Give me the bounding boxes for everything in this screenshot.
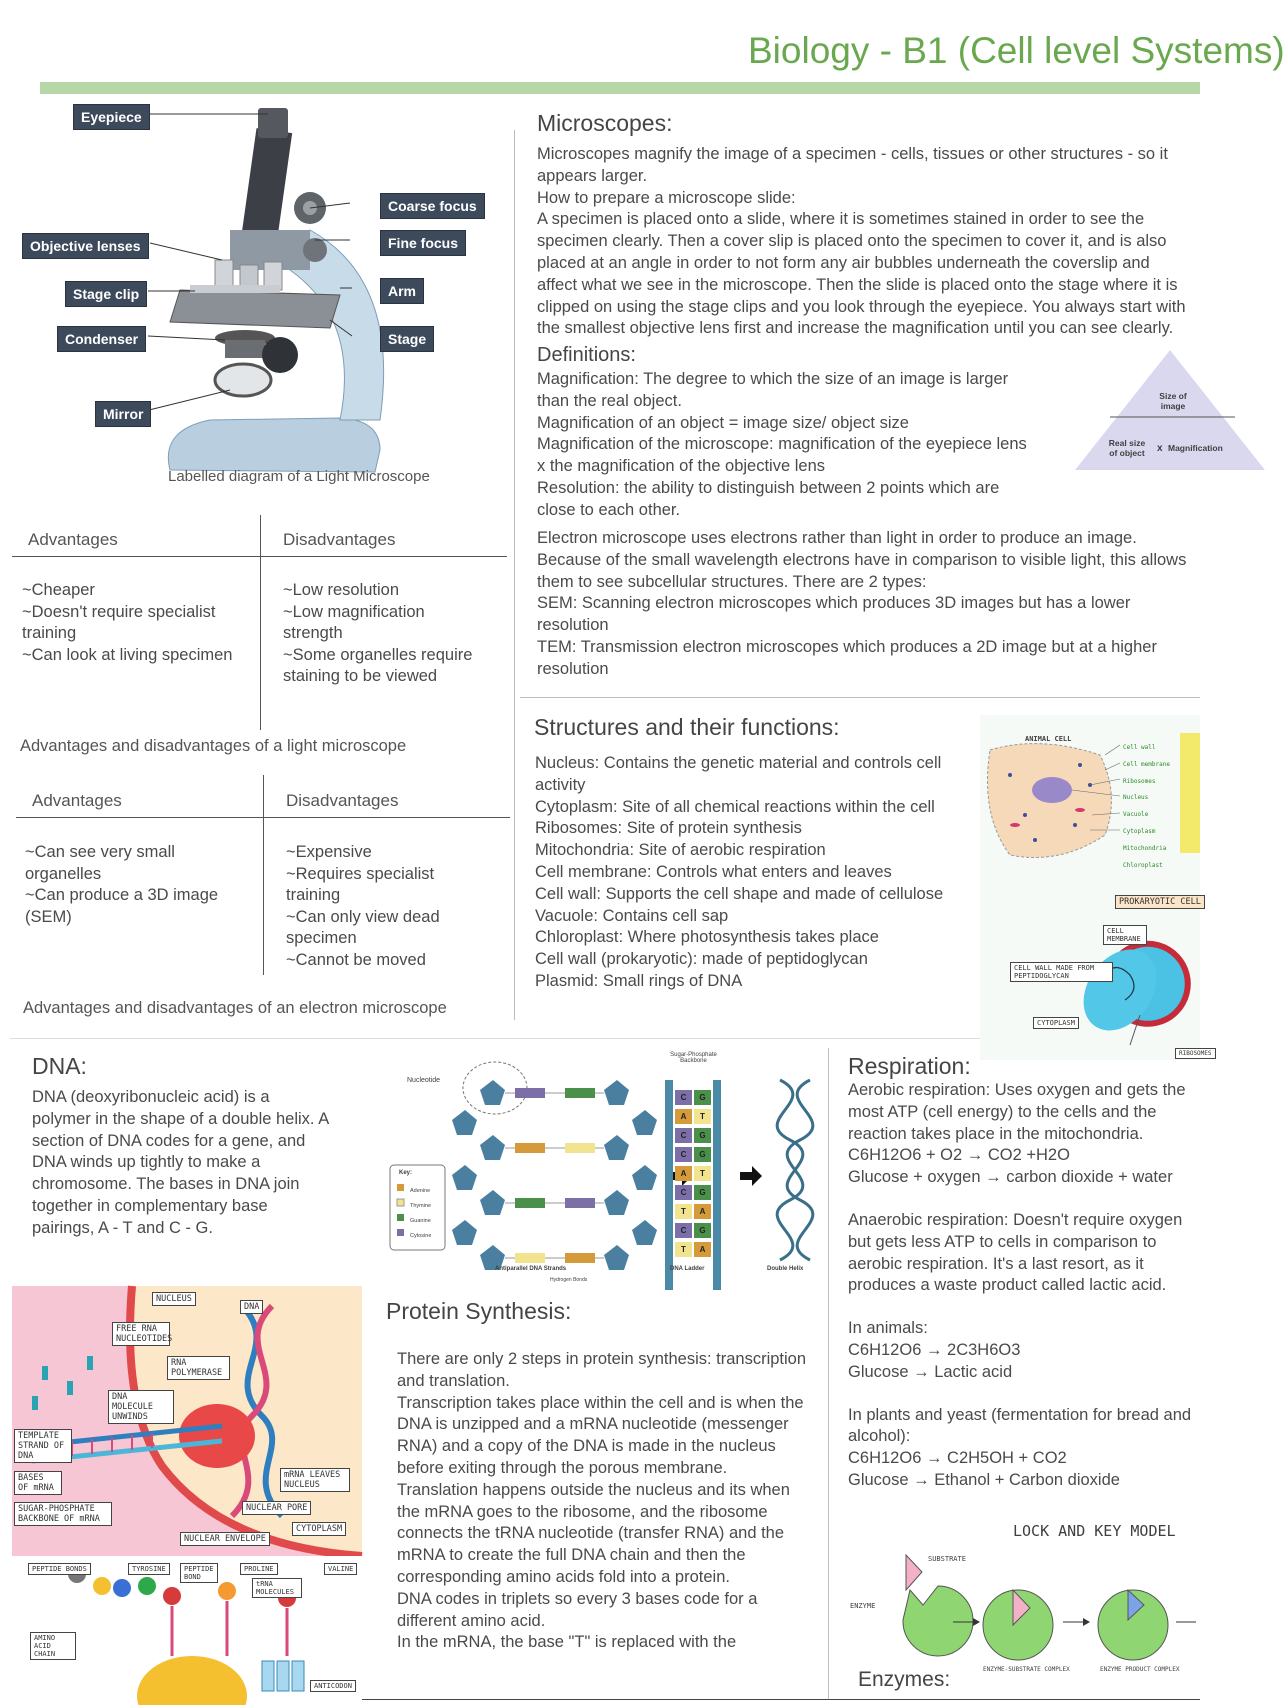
cell-wall-label: CELL WALL MADE FROM PEPTIDOGLYCAN — [1010, 962, 1113, 982]
table-header-advantages: Advantages — [28, 530, 118, 549]
caption-ladder: DNA Ladder — [670, 1266, 705, 1272]
complex-label: ENZYME-SUBSTRATE COMPLEX — [983, 1666, 1070, 1673]
list-item: ~Expensive — [286, 843, 372, 861]
paragraph: A specimen is placed onto a slide, where it is sometimes stained in order to see the specimen clearly. Then a cover slip is placed onto the specimen to cover it, and is also placed at an angle in order to not form any air bubbles underneath the coverslip and affect what we see in the microscope. Then the slide is placed onto the stage where it is clipped on using the stage clips and you look through the eyepiece. You always start with the smallest objective lens first and increase the magnification until you can see clearly. — [537, 210, 1186, 338]
column-divider-lower — [828, 1048, 829, 1700]
ps-label: SUGAR-PHOSPHATE BACKBONE OF mRNA — [14, 1502, 112, 1526]
protein-text — [397, 1349, 817, 1699]
respiration-text — [848, 1080, 1200, 1492]
table-caption: Advantages and disadvantages of a light microscope — [20, 737, 407, 755]
ps-label: TEMPLATE STRAND OF DNA — [14, 1429, 72, 1463]
cell-label: Ribosomes — [1123, 777, 1156, 785]
dna-base: G — [694, 1185, 711, 1200]
list-item: Plasmid: Small rings of DNA — [535, 971, 743, 990]
dna-base: T — [675, 1242, 692, 1257]
cell-label: Cell membrane — [1123, 760, 1170, 768]
dna-base: A — [675, 1166, 692, 1181]
list-item: ~Low magnification strength — [283, 602, 425, 642]
label-mirror: Mirror — [95, 401, 151, 427]
key-title: Key: — [399, 1170, 413, 1176]
cell-diagram — [980, 715, 1212, 1060]
paragraph: Anaerobic respiration: Doesn't require oxygen but gets less ATP to cells in comparison to aerobic respiration. It's a last resort, as it produces a waste product called lactic acid. — [848, 1210, 1183, 1295]
ps-label: PEPTIDE BOND — [180, 1563, 218, 1583]
ps-label: BASES OF mRNA — [14, 1471, 62, 1495]
lock-key-title: LOCK AND KEY MODEL — [1013, 1522, 1176, 1540]
label-stage-clip: Stage clip — [65, 281, 147, 307]
key-item: Guanine — [410, 1218, 431, 1224]
dna-base: A — [675, 1109, 692, 1124]
paragraph: TEM: Transmission electron microscopes which produces a 2D image but at a higher resolution — [537, 637, 1157, 678]
definitions-heading: Definitions: — [537, 344, 636, 366]
paragraph: SEM: Scanning electron microscopes which produces 3D images but has a lower resolution — [537, 594, 1131, 635]
table-header-advantages: Advantages — [32, 791, 122, 810]
column-divider — [514, 130, 515, 1020]
hydrogen-label: Hydrogen Bonds — [550, 1277, 588, 1283]
cell-title: ANIMAL CELL — [1025, 735, 1072, 743]
equation: C6H12O6 → 2C3H6O3 — [848, 1340, 1021, 1359]
triangle-bottom-right: Magnification — [1168, 443, 1223, 453]
ps-label: NUCLEUS — [152, 1292, 196, 1306]
key-item: Adenine — [410, 1188, 431, 1194]
caption-helix: Double Helix — [767, 1266, 804, 1272]
label-coarse-focus: Coarse focus — [380, 193, 485, 219]
ps-label: tRNA MOLECULES — [252, 1578, 302, 1598]
ps-label: AMINO ACID CHAIN — [30, 1632, 76, 1660]
cytoplasm-label: CYTOPLASM — [1033, 1017, 1079, 1029]
protein-synthesis-diagram — [12, 1286, 362, 1700]
label-arm: Arm — [380, 278, 424, 304]
divider-microscopes — [520, 697, 1200, 698]
dna-base: C — [675, 1147, 692, 1162]
cell-label: Nucleus — [1123, 794, 1149, 802]
list-item: ~Can only view dead specimen — [286, 907, 440, 947]
cell-label: Mitochondria — [1123, 844, 1167, 852]
list-item: Chloroplast: Where photosynthesis takes place — [535, 928, 879, 947]
cell-label: Chloroplast — [1123, 861, 1163, 869]
list-item: ~Can see very small organelles — [25, 843, 175, 883]
table-column-rule — [260, 515, 261, 730]
list-item: ~Low resolution — [283, 581, 400, 599]
ps-label: PROLINE — [240, 1563, 278, 1575]
spacer — [848, 1189, 1200, 1210]
microscope-caption: Labelled diagram of a Light Microscope — [168, 468, 430, 485]
ps-label: ANTICODON — [310, 1680, 356, 1692]
equation: Glucose → Lactic acid — [848, 1362, 1013, 1381]
key-item: Cytosine — [410, 1233, 432, 1239]
microscope-diagram — [10, 100, 510, 480]
dna-base: C — [675, 1223, 692, 1238]
triangle-bottom-left: Real size of object — [1108, 438, 1146, 458]
dna-base: T — [694, 1166, 711, 1181]
definitions-text — [537, 369, 1027, 522]
list-item: ~Some organelles require staining to be viewed — [283, 645, 473, 685]
paragraph: Transcription takes place within the cell and is when the DNA is unzipped and a mRNA nucleotide (messenger RNA) and a copy of the DNA is made in the nucleus before exiting through the porous membrane. — [397, 1393, 804, 1477]
equation: C6H12O6 → C2H5OH + CO2 — [848, 1449, 1067, 1468]
list-item: Cell wall: Supports the cell shape and made of cellulose — [535, 884, 944, 903]
label-condenser: Condenser — [57, 326, 146, 352]
label-objective-lenses: Objective lenses — [22, 233, 149, 259]
backbone-label: Sugar-Phosphate Backbone — [670, 1052, 717, 1064]
paragraph: Magnification of an object = image size/ object size — [537, 413, 909, 432]
protein-heading: Protein Synthesis: — [386, 1298, 572, 1324]
dna-base: G — [694, 1223, 711, 1238]
enzyme-label: ENZYME — [850, 1602, 876, 1610]
dna-text: DNA (deoxyribonucleic acid) is a polymer in the shape of a double helix. A section of DNA codes for a gene, and DNA winds up tightly to make a chromosome. The bases in DNA join together in complementary base pairings, A - T and C - G. — [32, 1088, 329, 1237]
ps-label: DNA MOLECULE UNWINDS — [108, 1390, 174, 1424]
table-cell-disadvantages — [283, 580, 483, 688]
ps-label: VALINE — [324, 1563, 357, 1575]
cell-membrane-label: CELL MEMBRANE — [1103, 925, 1147, 945]
paragraph: In plants and yeast (fermentation for bread and alcohol): — [848, 1405, 1192, 1446]
divider-middle — [10, 1038, 1030, 1039]
paragraph: In animals: — [848, 1319, 928, 1338]
paragraph: Aerobic respiration: Uses oxygen and gets the most ATP (cell energy) to the cells and the reaction takes place in the mitochondria. — [848, 1081, 1186, 1143]
list-item: ~Requires specialist training — [286, 864, 435, 904]
spacer — [848, 1384, 1200, 1405]
list-item: Cell membrane: Controls what enters and leaves — [535, 862, 892, 881]
cell-label: Cytoplasm — [1123, 827, 1156, 835]
label-fine-focus: Fine focus — [380, 230, 466, 256]
list-item: ~Can produce a 3D image (SEM) — [25, 886, 219, 926]
dna-ladder — [675, 1090, 713, 1290]
dna-key — [410, 1184, 431, 1244]
nucleotide-label: Nucleotide — [407, 1077, 441, 1084]
paragraph: Magnification: The degree to which the size of an image is larger than the real object. — [537, 370, 1009, 410]
paragraph: DNA codes in triplets so every 3 bases code for a different amino acid. — [397, 1589, 758, 1630]
table-caption: Advantages and disadvantages of an electron microscope — [23, 999, 447, 1017]
enzymes-heading: Enzymes: — [858, 1668, 951, 1691]
list-item: Mitochondria: Site of aerobic respiration — [535, 841, 826, 860]
ps-label: NUCLEAR ENVELOPE — [180, 1532, 270, 1546]
list-item: ~Cheaper — [22, 581, 95, 599]
dna-base: T — [675, 1204, 692, 1219]
equation: C6H12O6 + O2 → CO2 +H2O — [848, 1146, 1070, 1165]
list-item: Nucleus: Contains the genetic material and controls cell activity — [535, 754, 942, 794]
paragraph: How to prepare a microscope slide: — [537, 188, 796, 207]
table-header-disadvantages: Disadvantages — [286, 791, 399, 810]
dna-base: G — [694, 1147, 711, 1162]
ps-label: CYTOPLASM — [292, 1522, 346, 1536]
triangle-top: Size of image — [1159, 391, 1187, 411]
spacer — [848, 1297, 1200, 1318]
lock-key-diagram — [848, 1510, 1200, 1680]
equation: Glucose + oxygen → carbon dioxide + water — [848, 1168, 1173, 1187]
title-underline — [40, 82, 1200, 94]
dna-base: A — [694, 1204, 711, 1219]
table-column-rule — [263, 775, 264, 975]
list-item: ~Can look at living specimen — [22, 645, 233, 664]
prokaryotic-label: PROKARYOTIC CELL — [1115, 895, 1205, 909]
paragraph: In the mRNA, the base "T" is replaced with the — [397, 1633, 737, 1652]
cell-label: Vacuole — [1123, 811, 1149, 819]
list-item: ~Doesn't require specialist training — [22, 602, 216, 642]
label-eyepiece: Eyepiece — [73, 104, 150, 130]
equation: Glucose → Ethanol + Carbon dioxide — [848, 1470, 1120, 1489]
ps-label: NUCLEAR PORE — [242, 1501, 311, 1515]
ps-label: mRNA LEAVES NUCLEUS — [280, 1468, 350, 1492]
paragraph: Translation happens outside the nucleus and its when the mRNA goes to the ribosome, and the ribosome connects the tRNA nucleotide (transfer RNA) and the mRNA to create the full DNA chain and then the corresponding amino acids fold into a protein. — [397, 1480, 790, 1586]
dna-base: T — [694, 1109, 711, 1124]
list-item: Cytoplasm: Site of all chemical reactions within the cell — [535, 797, 935, 816]
list-item: Ribosomes: Site of protein synthesis — [535, 819, 802, 838]
respiration-heading: Respiration: — [848, 1053, 971, 1079]
caption-antiparallel: Antiparallel DNA Strands — [495, 1266, 567, 1272]
page-title: Biology - B1 (Cell level Systems) — [748, 30, 1285, 71]
dna-diagram — [385, 1050, 825, 1283]
key-item: Thymine — [410, 1203, 432, 1209]
microscopes-heading: Microscopes: — [537, 110, 673, 136]
list-item: Vacuole: Contains cell sap — [535, 906, 729, 925]
microscopes-text — [537, 144, 1192, 340]
dna-base: C — [675, 1128, 692, 1143]
table-cell-disadvantages — [286, 842, 486, 971]
substrate-label: SUBSTRATE — [928, 1555, 966, 1563]
ps-label: PEPTIDE BONDS — [28, 1563, 91, 1575]
table-cell-advantages — [22, 580, 247, 666]
products-label: ENZYME PRODUCT COMPLEX — [1100, 1666, 1180, 1673]
table-header-disadvantages: Disadvantages — [283, 530, 396, 549]
dna-base: G — [694, 1128, 711, 1143]
table-cell-advantages — [25, 842, 250, 928]
ps-label: DNA — [240, 1300, 263, 1314]
paragraph: Microscopes magnify the image of a specimen - cells, tissues or other structures - so it appears larger. — [537, 145, 1168, 185]
dna-heading: DNA: — [32, 1053, 87, 1079]
triangle-times: x — [1157, 443, 1163, 454]
paragraph: Magnification of the microscope: magnification of the eyepiece lens x the magnification of the objective lens — [537, 435, 1027, 476]
paragraph: There are only 2 steps in protein synthesis: transcription and translation. — [397, 1350, 807, 1390]
dna-illustration — [385, 1050, 825, 1280]
label-stage: Stage — [380, 326, 434, 352]
paragraph: Resolution: the ability to distinguish between 2 points which are close to each other. — [537, 478, 1000, 519]
ps-label: TYROSINE — [128, 1563, 170, 1575]
ribosomes-label: RIBOSOMES — [1175, 1048, 1216, 1059]
magnification-triangle — [1075, 345, 1223, 470]
dna-base: G — [694, 1090, 711, 1105]
dna-base: C — [675, 1185, 692, 1200]
cell-label: Cell wall — [1123, 744, 1156, 751]
list-item: Cell wall (prokaryotic): made of peptidoglycan — [535, 950, 868, 969]
ps-label: FREE RNA NUCLEOTIDES — [112, 1322, 170, 1346]
dna-base: A — [694, 1242, 711, 1257]
list-item: ~Cannot be moved — [286, 950, 426, 969]
electron-text — [537, 528, 1197, 681]
ps-label: RNA POLYMERASE — [167, 1356, 230, 1380]
paragraph: Electron microscope uses electrons rather than light in order to produce an image. Because of the small wavelength electrons have in comparison to visible light, this allows them to see subcellular structures. There are 2 types: — [537, 529, 1187, 591]
dna-base: C — [675, 1090, 692, 1105]
structures-list — [535, 753, 985, 993]
lock-key-illustration — [848, 1510, 1200, 1670]
cell-labels — [1123, 740, 1170, 874]
structures-heading: Structures and their functions: — [534, 714, 840, 740]
